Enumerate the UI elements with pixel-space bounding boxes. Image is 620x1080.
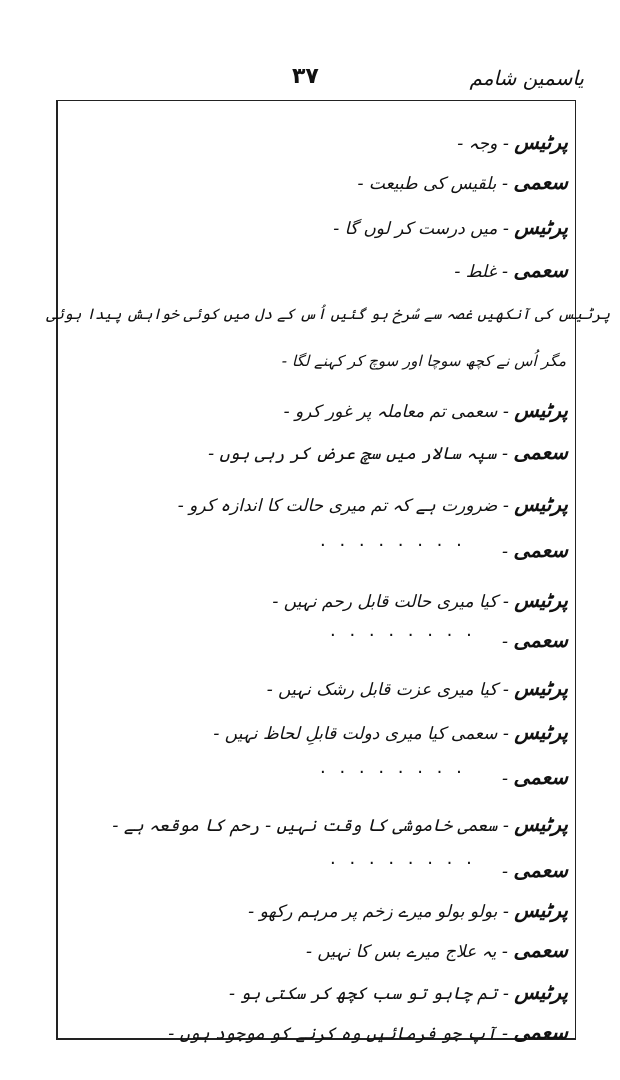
text-line [502,538,568,562]
line-text: - کیا میری حالت قابل رحم نہیں - [272,592,515,612]
text-line [457,130,568,154]
speaker-name: پرٹیس [514,720,568,744]
speaker-name: پرٹیس [514,898,568,922]
speaker-name: سعمی [513,538,568,562]
text-line [178,492,568,516]
speaker-name: پرٹیس [514,130,568,154]
text-line [267,676,568,700]
line-text: - [501,862,514,882]
speaker-name: سعمی [513,765,568,789]
speaker-name: سعمی [513,258,568,282]
line-text: - ضرورت ہے کہ تم میری حالت کا اندازہ کرو - [177,496,515,516]
page-number: ۳۷ [292,64,319,89]
speaker-name: سعمی [513,170,568,194]
line-text: - سعمی کیا میری دولت قابلِ لحاظ نہیں - [213,724,515,744]
text-line [502,628,568,652]
line-text: - بولو بولو میرے زخم پر مرہم رکھو - [248,902,515,922]
line-text: - سعمی خاموشی کا وقت نہیں - رحم کا موقعہ ہے - [112,816,515,836]
narration-line [282,352,566,370]
line-text: - تم چاہو تو سب کچھ کر سکتی ہو - [228,984,515,1004]
speaker-name: سعمی [513,858,568,882]
line-text: - میں درست کر لوں گا - [333,219,515,239]
ellipsis-pause: . . . . . . . . [330,620,476,641]
speaker-name: پرٹیس [514,980,568,1004]
speaker-name: سعمی [513,938,568,962]
speaker-name: پرٹیس [514,215,568,239]
line-text: - [501,542,514,562]
text-line [333,215,568,239]
text-line [502,858,568,882]
text-line [306,938,568,962]
speaker-name: پرٹیس [514,588,568,612]
line-text: - بلقیس کی طبیعت - [357,174,514,194]
header-author: یاسمین شامم [469,66,584,90]
speaker-name: پرٹیس [514,492,568,516]
text-line [357,170,568,194]
line-text: - سعمی تم معاملہ پر غور کرو - [283,402,515,422]
line-text: - آپ جو فرمائیں وہ کرنے کو موجود ہوں - [168,1024,514,1044]
line-text: - [501,632,514,652]
text-line [283,398,568,422]
text-line [272,588,568,612]
speaker-name: پرٹیس [514,676,568,700]
ellipsis-pause: . . . . . . . . [320,757,466,778]
line-text: - غلط - [454,262,514,282]
speaker-name: سعمی [513,1020,568,1044]
ellipsis-pause: . . . . . . . . [320,530,466,551]
text-line [168,1020,568,1044]
line-text: - وجہ - [457,134,515,154]
text-line [248,898,568,922]
line-text: مگر اُس نے کچھ سوچا اور سوچ کر کہنے لگا - [281,352,566,370]
narration-line [46,305,610,323]
speaker-name: پرٹیس [514,812,568,836]
text-line [454,258,568,282]
text-line [502,765,568,789]
line-text: پرٹیس کی آنکھیں غصہ سے سُرخ ہو گئیں اُس کے دل میں کوئی خواہش پیدا ہوئی [46,305,610,323]
speaker-name: سعمی [513,628,568,652]
ellipsis-pause: . . . . . . . . [330,848,476,869]
text-line [112,812,568,836]
line-text: - کیا میری عزت قابل رشک نہیں - [266,680,515,700]
speaker-name: سعمی [513,440,568,464]
line-text: - یہ علاج میرے بس کا نہیں - [305,942,514,962]
text-line [208,440,568,464]
line-text: - [501,769,514,789]
line-text: - سپہ سالار میں سچ عرض کر رہی ہوں - [207,444,514,464]
text-line [213,720,568,744]
text-line [229,980,568,1004]
speaker-name: پرٹیس [514,398,568,422]
